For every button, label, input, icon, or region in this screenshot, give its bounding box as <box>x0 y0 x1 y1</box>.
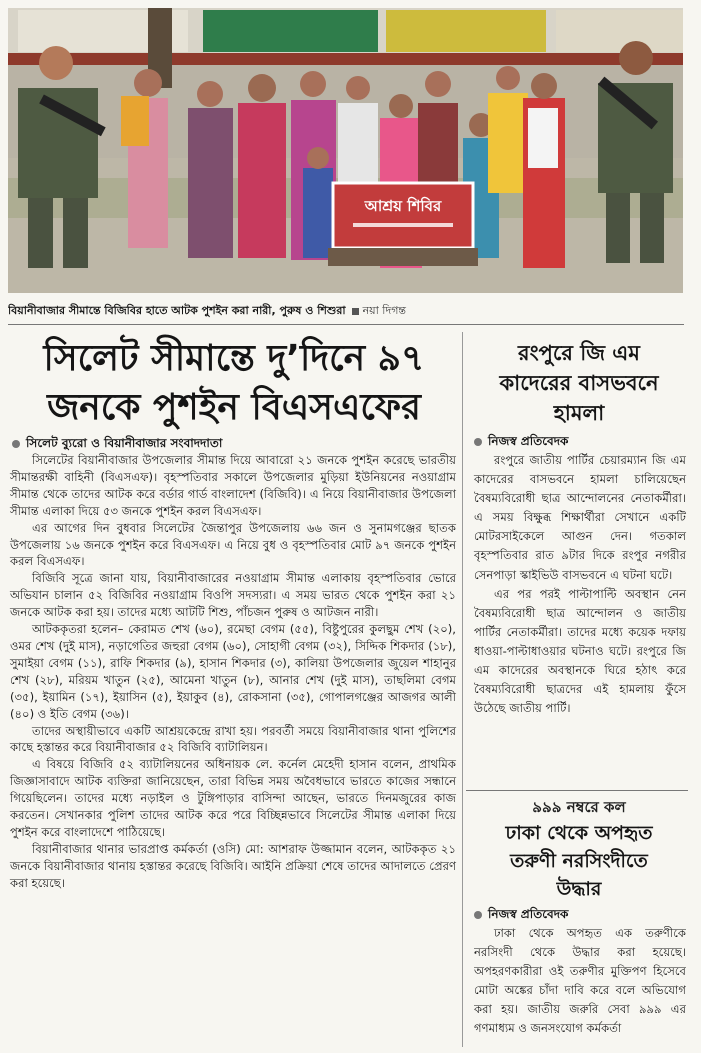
side-byline-2 <box>474 906 568 922</box>
side-headline-1-line1: রংপুরে জি এম <box>518 341 640 365</box>
side-headline-1[interactable] <box>470 338 688 428</box>
main-article-body <box>10 452 456 892</box>
side-headline-2-line2: তরুণী নরসিংদীতে <box>510 850 648 872</box>
main-paragraph-2: এর আগের দিন বুধবার সিলেটের জৈন্তাপুর উপজেলায় ৬৬ জন ও সুনামগঞ্জের ছাতক উপজেলায় ১৬ জনকে পুশইন করে বিএসএফ। এ নিয়ে বুধ ও বৃহস্পতিবার মোট ৯৭ জনকে পুশইন করল বিএসএফ। <box>10 520 456 569</box>
bullet-icon <box>474 438 482 446</box>
news-photo-illustration <box>8 8 683 293</box>
side-byline-1-text: নিজস্ব প্রতিবেদক <box>488 434 569 448</box>
side-1-paragraph-1: রংপুরে জাতীয় পার্টির চেয়ারম্যান জি এম কাদেরের বাসভবনে হামলা চালিয়েছেন বৈষম্যবিরোধী ছাত্র আন্দোলনের নেতাকর্মীরা। এ সময় বিক্ষুব্ধ শিক্ষার্থীরা সেখানে একটি মোটরসাইকেলে আগুন দেন। গতকাল বৃহস্পতিবার রাত ৯টার দিকে রংপুর নগরীর সেনপাড়া স্কাইভিউ বাসভবনে এ ঘটনা ঘটে। <box>474 453 686 582</box>
column-divider <box>462 332 463 1047</box>
main-paragraph-3: বিজিবি সূত্রে জানা যায়, বিয়ানীবাজারের নওয়াগ্রাম সীমান্ত এলাকায় বৃহস্পতিবার ভোরে অভিযান চালান ৫২ বিজিবির নওয়াগ্রাম বিওপি সদস্যরা। এ সময় ভারত থেকে পুশইন করা ২১ জনকে আটক করা হয়। তাদের মধ্যে আটটি শিশু, পাঁচজন পুরুষ ও আটজন নারী। <box>10 571 456 620</box>
main-paragraph-7: বিয়ানীবাজার থানার ভারপ্রাপ্ত কর্মকর্তা (ওসি) মো: আশরাফ উজ্জামান বলেন, আটককৃত ২১ জনকে বিয়ানীবাজার থানায় হস্তান্তর করেছে বিজিবি। আইনি প্রক্রিয়া শেষে তাদের আদালতে প্রেরণ করা হয়েছে। <box>10 841 456 890</box>
main-headline[interactable] <box>14 334 454 432</box>
side-1-paragraph-2: এর পর পরই পাল্টাপাল্টি অবস্থান নেন বৈষম্যবিরোধী ছাত্র আন্দোলন ও জাতীয় পার্টির নেতাকর্মীরা। তাদের মধ্যে কয়েক দফায় ধাওয়া-পাল্টাধাওয়ার ঘটনাও ঘটে। রংপুরে জি এম কাদেরের অবস্থানকে ঘিরে হঠাৎ করে বৈষম্যবিরোধী ছাত্রদের এই হামলায় ফুঁসে উঠেছে জাতীয় পার্টি। <box>474 586 686 716</box>
news-photo <box>8 8 683 293</box>
bullet-icon <box>12 440 20 448</box>
main-paragraph-1: সিলেটের বিয়ানীবাজার উপজেলার সীমান্ত দিয়ে আবারো ২১ জনকে পুশইন করেছে ভারতীয় সীমান্তরক্ষী বাহিনী (বিএসএফ)। বৃহস্পতিবার সকালে উপজেলার মুড়িয়া ইউনিয়নের নওয়াগ্রাম সীমান্ত থেকে তাদের আটক করে বর্ডার গার্ড বাংলাদেশ (বিজিবি)। এ নিয়ে বিয়ানীবাজার উপজেলা সীমান্ত এলাকা দিয়ে ৫৩ জনকে পুশইন করল বিএসএফ। <box>10 453 456 518</box>
side-headline-1-line2: কাদেরের বাসভবনে <box>499 371 659 395</box>
square-bullet-icon <box>352 308 359 315</box>
side-article-2-body <box>474 924 686 1049</box>
side-headline-2-line1: ঢাকা থেকে অপহৃত <box>505 822 653 844</box>
bullet-icon <box>474 911 482 919</box>
main-paragraph-6: এ বিষয়ে বিজিবি ৫২ ব্যাটালিয়নের অধিনায়ক লে. কর্নেল মেহেদী হাসান বলেন, প্রাথমিক জিজ্ঞাসাবাদে আটক ব্যক্তিরা জানিয়েছেন, তারা বিভিন্ন সময় অবৈধভাবে ভারতে কাজের সন্ধানে গিয়েছিলেন। তাদের মধ্যে নড়াইল ও টুঙ্গিপাড়ার বাসিন্দা আছেন, ভারতে দিনমজুরের কাজ করতেন। সেখানকার পুলিশ তাদের আটক করে পরে বিচ্ছিন্নভাবে সিলেটের সীমান্ত এলাকা দিয়ে পুশইন করে বাংলাদেশে পাঠিয়েছে। <box>10 757 456 839</box>
side-headline-2-line3: উদ্ধার <box>556 878 602 900</box>
main-headline-line2: জনকে পুশইন বিএসএফের <box>47 387 421 428</box>
divider <box>466 790 688 791</box>
side-2-paragraph-1: ঢাকা থেকে অপহৃত এক তরুণীকে নরসিংদী থেকে উদ্ধার করা হয়েছে। অপহরণকারীরা ওই তরুণীর মুক্তিপণ হিসেবে মোটা অঙ্কের চাঁদা দাবি করে বলে অভিযোগ করা হয়। জাতীয় জরুরি সেবা ৯৯৯ এর গণমাধ্যম ও জনসংযোগ কর্মকর্তা <box>474 926 686 1036</box>
side-byline-1 <box>474 433 568 449</box>
photo-caption-text: বিয়ানীবাজার সীমান্তে বিজিবির হাতে আটক পুশইন করা নারী, পুরুষ ও শিশুরা <box>8 304 346 317</box>
side-headline-1-line3: হামলা <box>553 401 605 425</box>
sign-text: আশ্রয় শিবির <box>364 197 442 215</box>
main-byline-text: সিলেট ব্যুরো ও বিয়ানীবাজার সংবাদদাতা <box>26 436 223 450</box>
side-headline-2[interactable] <box>470 819 688 903</box>
side-article-1-body <box>474 451 686 718</box>
main-headline-line1: সিলেট সীমান্তে দু’দিনে ৯৭ <box>43 338 425 379</box>
main-paragraph-4: আটককৃতরা হলেন– কেরামত শেখ (৬০), রমেছা বেগম (৫৫), বিষ্টুপুরের কুলছুম শেখ (২০), ওমর শেখ (দুই মাস), নড়াগেতির জহুরা বেগম (৬০), সোহাগী বেগম (৩২), সিদ্দিক শিকদার (১৮), সুমাইয়া বেগম (১১), রাফি শিকদার (৯), হাসান শিকদার (৩), কালিয়া উপজেলার জুয়েল শাহানুর শেখ (২৮), মরিয়ম খাতুন (২৫), আমেনা খাতুন (৮), আনার শেখ (দুই মাস), তাছলিমা বেগম (৩৫), ইয়ামিন (১৭), ইয়াসিন (৫), ইয়াকুব (৪), রোকসানা (৩৫), গোপালগঞ্জের আজগর আলী (৪০) ও ইতি বেগম (৩৬)। <box>10 622 456 721</box>
side-kicker-2: ৯৯৯ নম্বরে কল <box>532 798 626 816</box>
divider <box>8 324 684 325</box>
photo-caption <box>8 300 688 322</box>
main-paragraph-5: তাদের অস্থায়ীভাবে একটি আশ্রয়কেন্দ্রে রাখা হয়। পরবর্তী সময়ে বিয়ানীবাজার থানা পুলিশের কাছে হস্তান্তর করে বিয়ানীবাজার ৫২ বিজিবি ব্যাটালিয়ন। <box>10 723 456 755</box>
photo-credit: নয়া দিগন্ত <box>362 304 407 317</box>
side-byline-2-text: নিজস্ব প্রতিবেদক <box>488 907 569 921</box>
main-byline <box>12 435 222 451</box>
